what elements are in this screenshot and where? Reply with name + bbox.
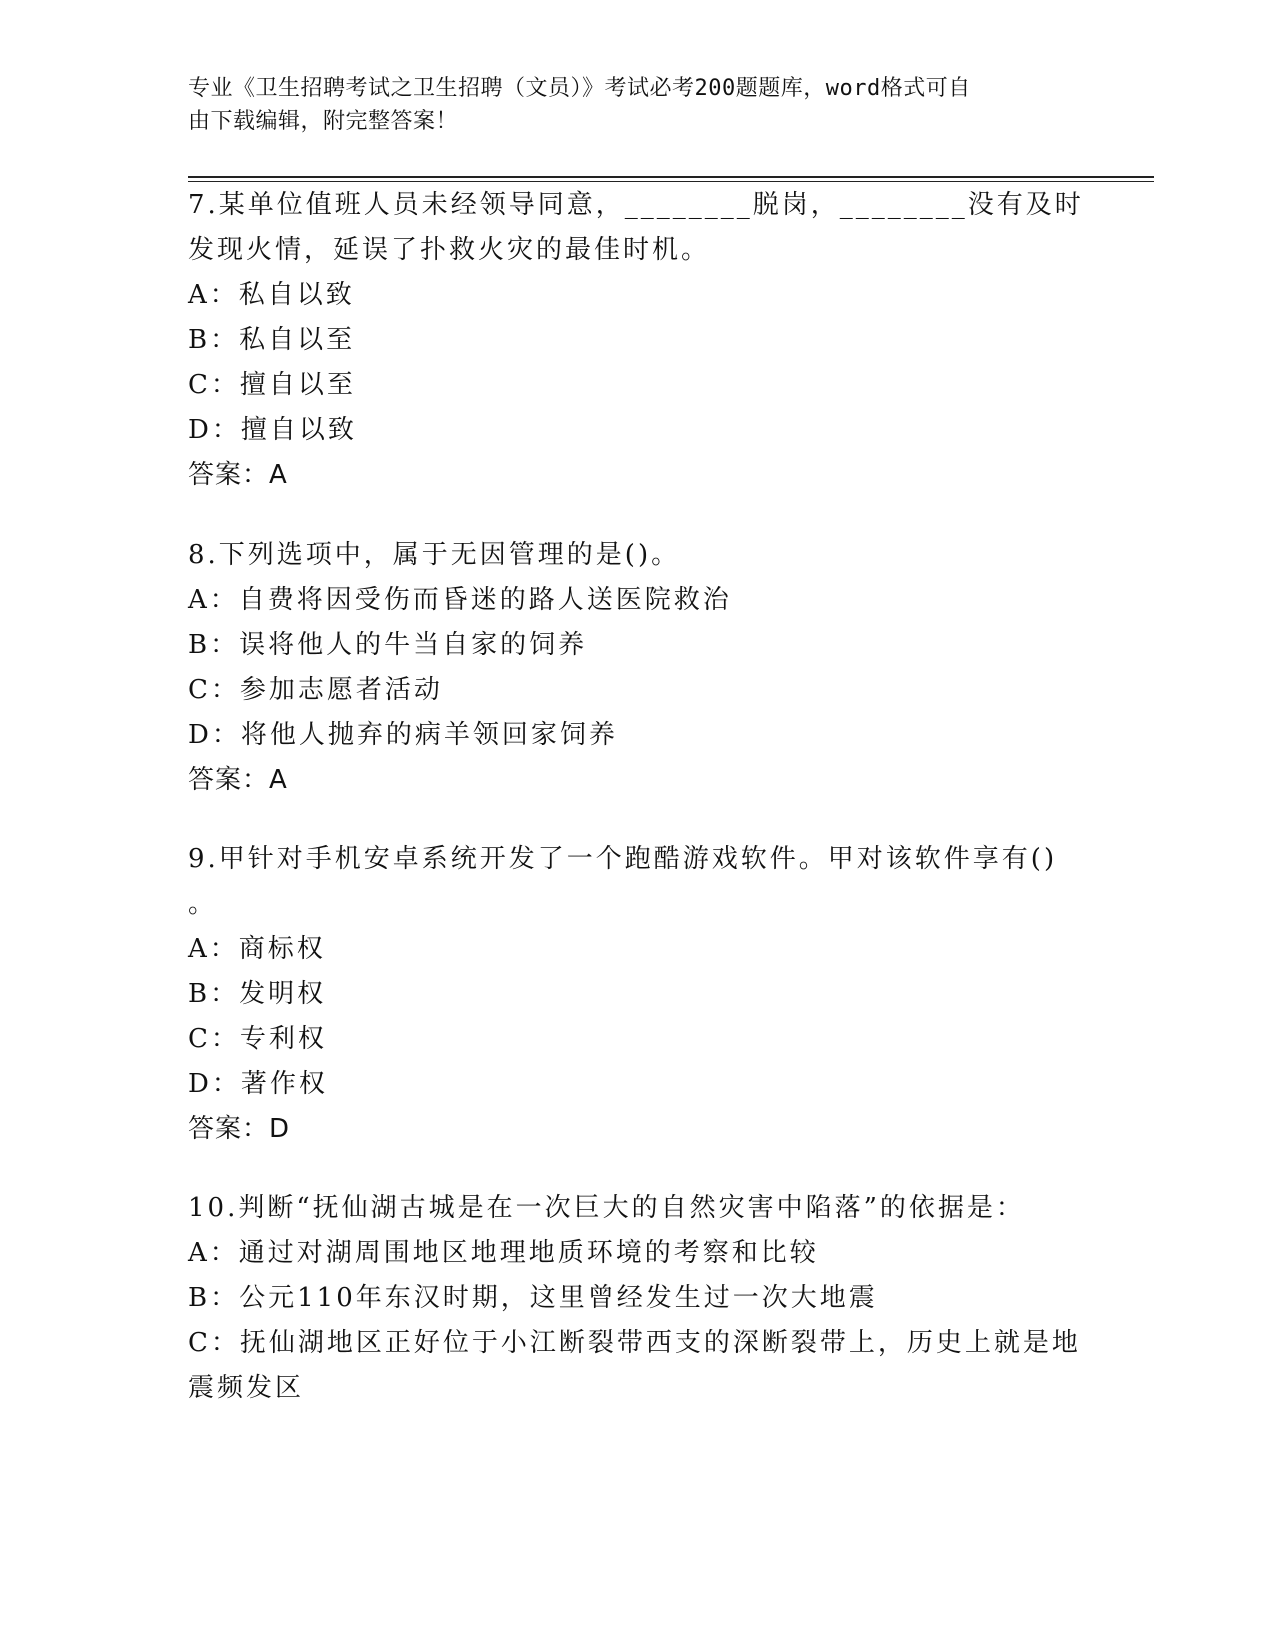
answer: 答案：A xyxy=(188,460,288,490)
option-c: C：参加志愿者活动 xyxy=(188,675,443,705)
question-stem-line: 。 xyxy=(188,889,218,919)
option-c-continued: 震频发区 xyxy=(188,1373,305,1403)
option-c: C：专利权 xyxy=(188,1024,327,1054)
question-stem-line: 7.某单位值班人员未经领导同意，________脱岗，________没有及时 xyxy=(188,190,1084,220)
question-8 xyxy=(188,533,1068,803)
option-a: A：商标权 xyxy=(188,934,326,964)
answer: 答案：D xyxy=(188,1114,291,1144)
option-d: D：擅自以致 xyxy=(188,415,357,445)
option-a: A：自费将因受伤而昏迷的路人送医院救治 xyxy=(188,585,732,615)
question-stem-line: 10.判断“抚仙湖古城是在一次巨大的自然灾害中陷落”的依据是： xyxy=(188,1193,1025,1223)
question-10 xyxy=(188,1186,1081,1411)
question-stem-line: 8.下列选项中，属于无因管理的是()。 xyxy=(188,540,681,570)
option-b: B：私自以至 xyxy=(188,325,356,355)
option-b: B：公元110年东汉时期，这里曾经发生过一次大地震 xyxy=(188,1283,878,1313)
answer: 答案：A xyxy=(188,765,288,795)
option-b: B：误将他人的牛当自家的饲养 xyxy=(188,630,588,660)
header-divider-thick xyxy=(188,176,1154,178)
option-d: D：著作权 xyxy=(188,1069,328,1099)
question-7 xyxy=(188,183,1084,498)
option-a: A：私自以致 xyxy=(188,280,355,310)
question-stem-line: 9.甲针对手机安卓系统开发了一个跑酷游戏软件。甲对该软件享有() xyxy=(188,844,1058,874)
question-stem-line: 发现火情，延误了扑救火灾的最佳时机。 xyxy=(188,235,711,265)
option-d: D：将他人抛弃的病羊领回家饲养 xyxy=(188,720,618,750)
option-c: C：擅自以至 xyxy=(188,370,356,400)
option-b: B：发明权 xyxy=(188,979,327,1009)
option-c: C：抚仙湖地区正好位于小江断裂带西支的深断裂带上，历史上就是地 xyxy=(188,1328,1081,1358)
header-line-1: 专业《卫生招聘考试之卫生招聘（文员）》考试必考200题题库，word格式可自 xyxy=(188,76,971,101)
document-header xyxy=(188,72,1068,138)
question-9 xyxy=(188,837,1068,1152)
header-divider-thin xyxy=(188,181,1154,182)
option-a: A：通过对湖周围地区地理地质环境的考察和比较 xyxy=(188,1238,819,1268)
header-line-2: 由下载编辑，附完整答案！ xyxy=(188,109,459,134)
